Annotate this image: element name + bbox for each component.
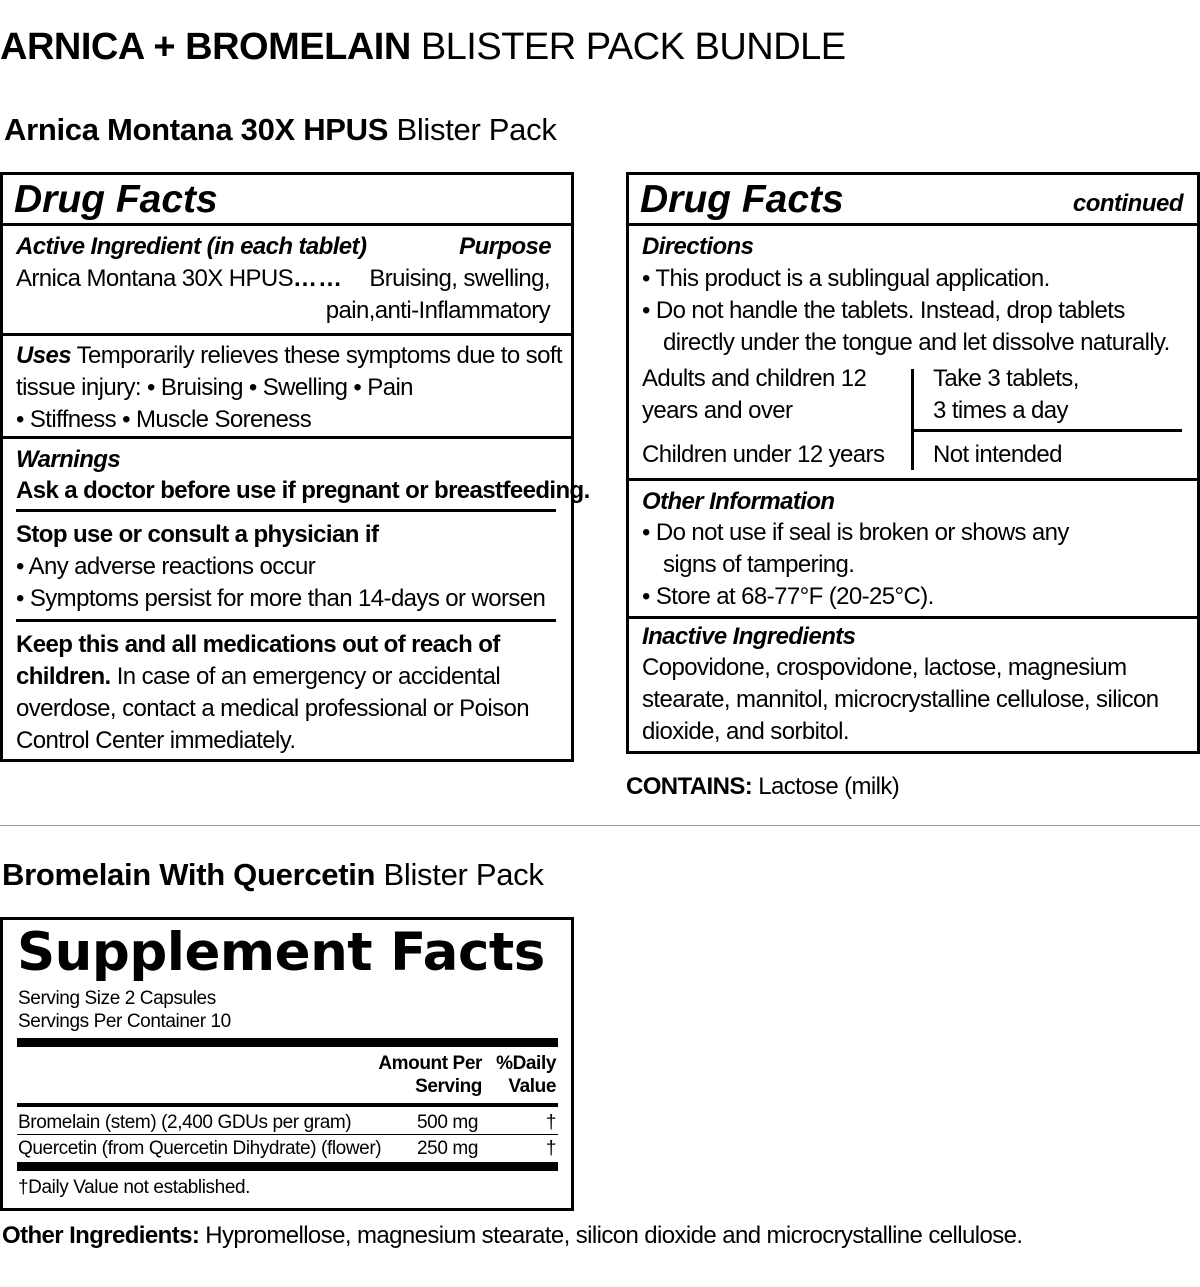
other-info-item-1a: • Do not use if seal is broken or shows any: [642, 519, 1069, 546]
keep-line-1: Keep this and all medications out of reach of: [16, 631, 500, 658]
row-amount: 250 mg: [417, 1138, 478, 1159]
inactive-line-2: stearate, mannitol, microcrystalline cellulose, silicon: [642, 686, 1159, 713]
contains-label: CONTAINS:: [626, 773, 753, 800]
inactive-ingredients-label: Inactive Ingredients: [642, 623, 856, 650]
other-ingredients-label: Other Ingredients:: [2, 1222, 200, 1249]
dosage-who-1a: Adults and children 12: [642, 365, 867, 392]
divider: [3, 436, 571, 439]
contains-value: Lactose (milk): [752, 773, 900, 800]
divider: [16, 509, 556, 512]
ask-doctor: Ask a doctor before use if pregnant or breastfeeding.: [16, 477, 590, 504]
stop-use-item-2: • Symptoms persist for more than 14-days or worsen: [16, 585, 546, 612]
supplement-facts-panel: [0, 917, 574, 1211]
row-dv: †: [545, 1112, 556, 1133]
divider: [629, 223, 1197, 226]
warnings-label: Warnings: [16, 446, 121, 473]
footnote: †Daily Value not established.: [18, 1177, 251, 1198]
other-info-label: Other Information: [642, 488, 835, 515]
other-info-item-2: • Store at 68-77°F (20-25°C).: [642, 583, 934, 610]
thick-rule: [17, 1162, 558, 1171]
col-amount-2: Serving: [415, 1076, 482, 1097]
row-amount: 500 mg: [417, 1112, 478, 1133]
other-ingredients: [2, 1220, 1022, 1252]
bromelain-heading-bold: Bromelain With Quercetin: [2, 857, 376, 892]
active-ingredient-header: Active Ingredient (in each tablet): [16, 233, 367, 260]
drug-facts-title: Drug Facts: [14, 178, 218, 221]
drug-facts-panel-left: [0, 172, 590, 762]
page-title-regular: BLISTER PACK BUNDLE: [410, 26, 846, 68]
page-title: [0, 26, 846, 69]
arnica-heading-regular: Blister Pack: [388, 112, 557, 147]
thick-rule: [17, 1038, 558, 1047]
divider: [629, 478, 1197, 481]
drug-facts-panel-right: [626, 172, 1200, 754]
dosage-column-rule: [911, 432, 914, 470]
leader-dots: ……: [293, 265, 344, 292]
inactive-line-3: dioxide, and sorbitol.: [642, 718, 849, 745]
bromelain-heading-regular: Blister Pack: [375, 857, 544, 892]
stop-use-item-1: • Any adverse reactions occur: [16, 553, 316, 580]
active-ingredient: [16, 263, 343, 295]
divider: [3, 333, 571, 336]
col-dv-2: Value: [508, 1076, 556, 1097]
medium-rule: [17, 1103, 558, 1107]
continued-label: continued: [1072, 190, 1183, 217]
uses-text-1: Temporarily relieves these symptoms due to soft: [70, 342, 562, 369]
uses-line-1: [16, 340, 562, 372]
col-amount-1: Amount Per: [378, 1053, 482, 1074]
servings-per-container: Servings Per Container 10: [18, 1011, 231, 1032]
dosage-row-rule: [911, 429, 1182, 432]
uses-line-3: • Stiffness • Muscle Soreness: [16, 406, 312, 433]
dosage-who-1b: years and over: [642, 397, 793, 424]
keep-line-3: overdose, contact a medical professional or Poison: [16, 695, 529, 722]
inactive-line-1: Copovidone, crospovidone, lactose, magnesium: [642, 654, 1127, 681]
active-ingredient-name: Arnica Montana 30X HPUS: [16, 265, 294, 292]
purpose-line-1: Bruising, swelling,: [369, 265, 550, 292]
arnica-heading-bold: Arnica Montana 30X HPUS: [4, 112, 389, 147]
other-info-item-1b: signs of tampering.: [663, 551, 855, 578]
col-dv-1: %Daily: [496, 1053, 556, 1074]
uses-line-2: tissue injury: • Bruising • Swelling • Pain: [16, 374, 413, 401]
drug-facts-title-continued: Drug Facts: [640, 178, 844, 221]
directions-item-1: • This product is a sublingual application.: [642, 265, 1050, 292]
divider: [16, 619, 556, 622]
directions-label: Directions: [642, 233, 754, 260]
serving-size: Serving Size 2 Capsules: [18, 988, 216, 1009]
divider: [629, 616, 1197, 619]
section-separator: [0, 825, 1200, 826]
stop-use-heading: Stop use or consult a physician if: [16, 521, 379, 548]
thin-rule: [17, 1134, 558, 1135]
dosage-column-rule: [911, 369, 914, 429]
arnica-heading: [4, 112, 557, 148]
supplement-facts-title: Supplement Facts: [17, 922, 545, 983]
keep-rest: In case of an emergency or accidental: [110, 663, 501, 690]
purpose-header: Purpose: [459, 233, 551, 260]
row-name: Bromelain (stem) (2,400 GDUs per gram): [18, 1112, 352, 1133]
directions-item-2b: directly under the tongue and let dissolve naturally.: [663, 329, 1170, 356]
row-dv: †: [545, 1138, 556, 1159]
bromelain-heading: [2, 857, 544, 893]
directions-item-2a: • Do not handle the tablets. Instead, drop tablets: [642, 297, 1125, 324]
uses-label: Uses: [16, 342, 71, 369]
other-ingredients-value: Hypromellose, magnesium stearate, silicon dioxide and microcrystalline cellulose.: [199, 1222, 1023, 1249]
keep-line-2: [16, 661, 500, 693]
row-name: Quercetin (from Quercetin Dihydrate) (flower): [18, 1138, 382, 1159]
page-title-bold: ARNICA + BROMELAIN: [0, 26, 411, 68]
keep-children: children.: [16, 663, 111, 690]
dosage-dose-1a: Take 3 tablets,: [933, 365, 1079, 392]
keep-line-4: Control Center immediately.: [16, 727, 296, 754]
dosage-who-2: Children under 12 years: [642, 441, 885, 468]
divider: [3, 223, 571, 226]
dosage-dose-1b: 3 times a day: [933, 397, 1068, 424]
purpose-line-2: pain,anti-Inflammatory: [325, 297, 550, 324]
contains-statement: [626, 771, 899, 803]
dosage-dose-2: Not intended: [933, 441, 1062, 468]
